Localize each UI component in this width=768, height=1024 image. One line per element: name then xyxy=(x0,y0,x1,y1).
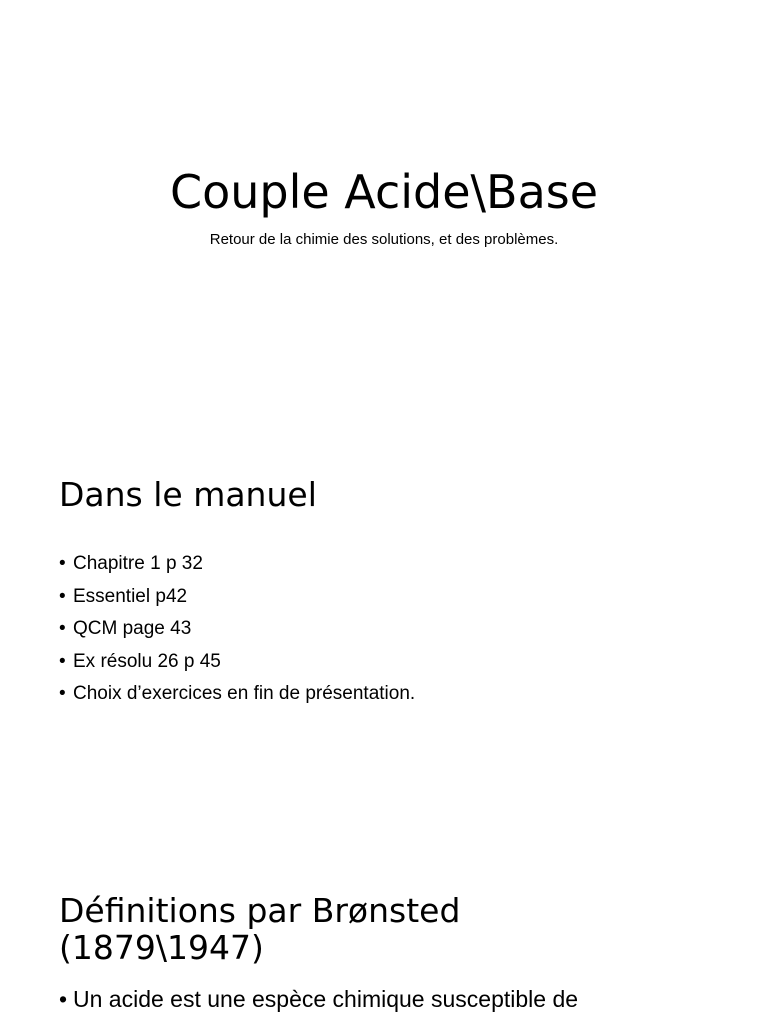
bullet-icon: • xyxy=(59,683,66,704)
slide-heading-line: Définitions par Brønsted xyxy=(59,891,461,930)
title-slide xyxy=(0,0,768,410)
list-item-text: Ex résolu 26 p 45 xyxy=(73,650,221,672)
list-item-text: Choix d’exercices en fin de présentation. xyxy=(73,683,416,704)
bullet-icon: • xyxy=(59,986,68,1012)
list-item-text: Un acide est une espèce chimique susceptible de xyxy=(73,986,579,1012)
bronsted-slide xyxy=(0,820,768,1024)
manual-slide xyxy=(0,410,768,820)
list-item xyxy=(59,581,415,614)
bullet-icon: • xyxy=(59,618,66,639)
slide-heading-line: (1879\1947) xyxy=(59,928,264,967)
list-item xyxy=(59,646,415,679)
slide-heading: Dans le manuel xyxy=(59,475,317,514)
bullet-list xyxy=(59,548,415,711)
bullet-icon: • xyxy=(59,585,66,607)
list-item xyxy=(59,548,415,581)
list-item-text: Essentiel p42 xyxy=(73,585,188,607)
bullet-icon: • xyxy=(59,553,66,574)
list-item-text: Chapitre 1 p 32 xyxy=(73,553,203,574)
list-item xyxy=(59,613,415,646)
slide-heading xyxy=(59,892,460,966)
list-item-text: QCM page 43 xyxy=(73,618,192,639)
bullet-icon: • xyxy=(59,650,66,672)
presentation-title: Couple Acide\Base xyxy=(169,165,599,219)
presentation-subtitle: Retour de la chimie des solutions, et des problèmes. xyxy=(209,231,559,248)
list-item xyxy=(59,678,415,711)
list-item xyxy=(59,983,739,1015)
bullet-list xyxy=(59,983,739,1015)
